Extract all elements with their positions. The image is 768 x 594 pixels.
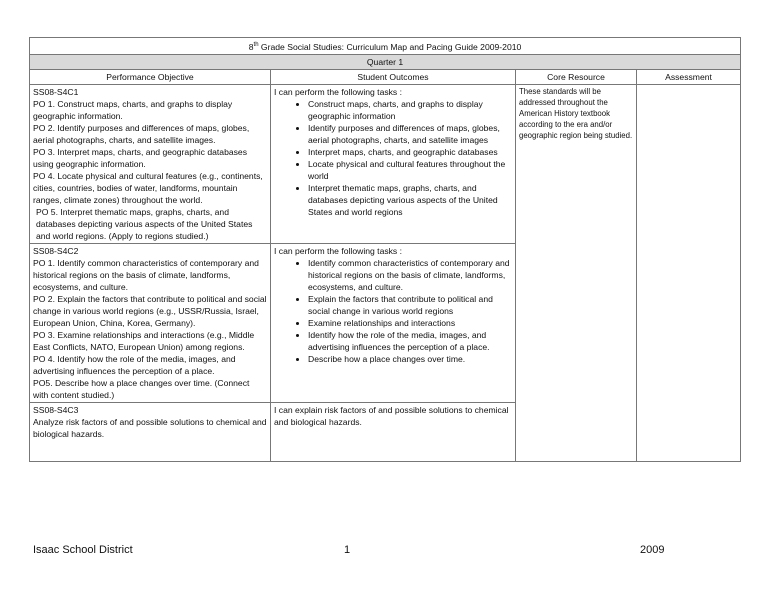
objective-item: PO 4. Locate physical and cultural features (e.g., continents, cities, countries, bodies of water, landforms, mountain ranges, climate zones) throughout the world. — [33, 170, 263, 205]
objective-cell — [30, 243, 271, 402]
outcome-item: • Identify how the role of the media, images, and advertising influences the perception of a place. — [308, 329, 512, 353]
quarter-label: Quarter 1 — [30, 54, 741, 69]
objective-item: PO 3. Examine relationships and interactions (e.g., Middle East Conflicts, NATO, European Union) among regions. — [33, 329, 255, 352]
outcomes-intro: I can perform the following tasks : — [274, 245, 403, 256]
header-performance-objective: Performance Objective — [30, 69, 271, 84]
core-resource-cell: These standards will be addressed throughout the American History textbook according to the era and/or geographic region being studied. — [516, 84, 637, 461]
outcome-item: • Interpret thematic maps, graphs, charts, and databases depicting various aspects of the United States and world regions — [308, 182, 512, 218]
standard-code: SS08-S4C1 — [33, 86, 79, 97]
header-student-outcomes: Student Outcomes — [271, 69, 516, 84]
objective-item: PO 2. Explain the factors that contribute to political and social change in various world regions (e.g., USSR/Russia, Israel, European Union, China, Korea, Germany). — [33, 293, 267, 328]
assessment-cell — [637, 84, 741, 461]
objective-item: PO 2. Identify purposes and differences of maps, globes, aerial photographs, charts, and satellite images. — [33, 122, 250, 145]
outcome-item: • Construct maps, charts, and graphs to display geographic information — [308, 98, 512, 122]
outcomes-intro: I can explain risk factors of and possible solutions to chemical and biological hazards. — [274, 404, 509, 427]
outcome-item: • Explain the factors that contribute to political and social change in various world regions — [308, 293, 512, 317]
objective-cell — [30, 84, 271, 243]
objective-item: PO 3. Interpret maps, charts, and geographic databases using geographic information. — [33, 146, 248, 169]
outcome-item: • Identify purposes and differences of maps, globes, aerial photographs, charts, and satellite images — [308, 122, 512, 146]
objective-item: Analyze risk factors of and possible solutions to chemical and biological hazards. — [33, 416, 267, 439]
footer-district: Isaac School District — [33, 544, 133, 556]
outcomes-cell — [271, 243, 516, 402]
objective-cell — [30, 402, 271, 461]
outcomes-intro: I can perform the following tasks : — [274, 86, 403, 97]
outcome-item: • Describe how a place changes over time. — [308, 353, 512, 365]
outcomes-cell — [271, 402, 516, 461]
objective-item: PO 4. Identify how the role of the media, images, and advertising influences the perception of a place. — [33, 353, 236, 376]
objective-item: PO 1. Construct maps, charts, and graphs to display geographic information. — [33, 98, 233, 121]
outcome-item: • Locate physical and cultural features throughout the world — [308, 158, 512, 182]
outcome-item: • Interpret maps, charts, and geographic databases — [308, 146, 512, 158]
outcome-item: • Identify common characteristics of contemporary and historical regions on the basis of climate, landforms, ecosystems, and culture. — [308, 257, 512, 293]
header-assessment: Assessment — [637, 69, 741, 84]
objective-item: PO5. Describe how a place changes over time. (Connect with content studied.) — [33, 377, 250, 400]
table-row — [30, 84, 741, 243]
objective-item: PO 5. Interpret thematic maps, graphs, charts, and databases depicting various aspects of the United States and world regions. (Apply to regions studied.) — [36, 206, 253, 241]
curriculum-table — [29, 37, 741, 462]
header-core-resource: Core Resource — [516, 69, 637, 84]
footer-year: 2009 — [640, 544, 665, 556]
outcomes-cell — [271, 84, 516, 243]
outcome-item: • Examine relationships and interactions — [308, 317, 512, 329]
document-title: 8th Grade Social Studies: Curriculum Map and Pacing Guide 2009-2010 — [30, 38, 741, 55]
standard-code: SS08-S4C3 — [33, 404, 79, 415]
footer-page-number: 1 — [344, 544, 351, 556]
standard-code: SS08-S4C2 — [33, 245, 79, 256]
objective-item: PO 1. Identify common characteristics of contemporary and historical regions on the basis of climate, landforms, ecosystems, and culture. — [33, 257, 259, 292]
